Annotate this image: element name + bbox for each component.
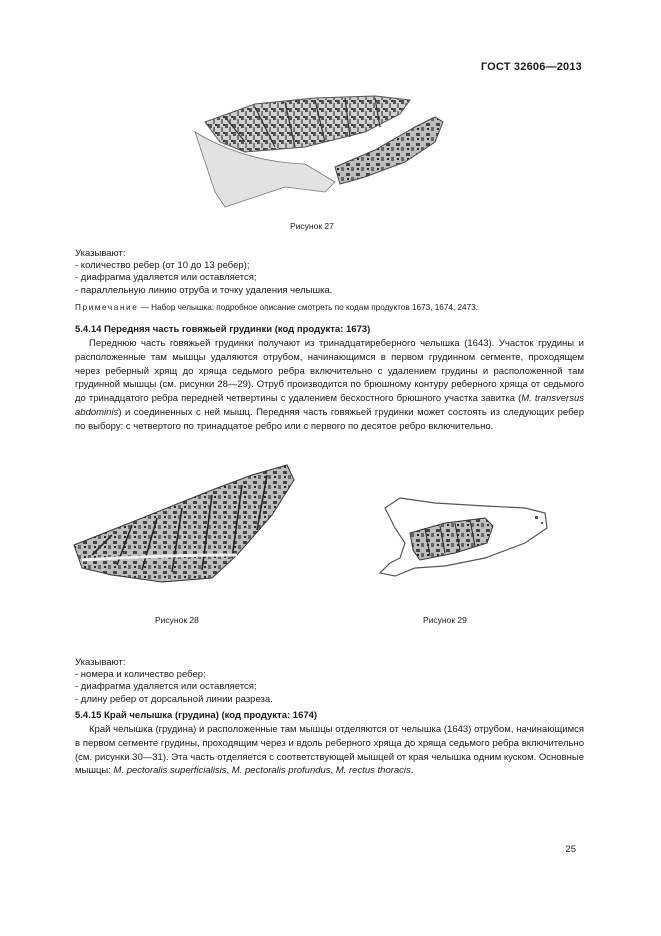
list-intro: Указывают: bbox=[75, 248, 126, 259]
separator: , bbox=[226, 765, 232, 777]
section-heading-5-4-15: 5.4.15 Край челышка (грудина) (код продукта: 1674) bbox=[75, 710, 318, 721]
paragraph-text: Переднюю часть говяжьей грудинки получают из тринадцатиреберного челышка (1643). Участок грудины и расположенные там мышцы удаляются отрубом, начинающимся в первом грудинном сегменте, проходящем через реберный хрящ до хряща седьмого ребра включительно с удалением грудины и расположенной там грудинной мышцы (см. рисунки 28—29). Отруб производится по брюшному контуру реберного хряща от седьмого до тринадцатого ребра передней четвертины с удалением бесхостного брюшного участка завитка ( bbox=[75, 338, 584, 405]
list-item: - номера и количество ребер; bbox=[75, 669, 206, 681]
note-label: Примечание bbox=[75, 303, 139, 312]
page-number: 25 bbox=[565, 844, 576, 855]
figure-29-caption: Рисунок 29 bbox=[423, 615, 467, 625]
paragraph-end: . bbox=[410, 765, 414, 777]
note bbox=[75, 303, 478, 312]
list-item: - количество ребер (от 10 до 13 ребер); bbox=[75, 260, 250, 272]
separator: , bbox=[330, 765, 336, 777]
paragraph-text: ) и соединенных с ней мышц. Передняя часть говяжьей грудинки может состоять из следующих ребер по выбору: с четвертого по тринадцатое ребро или с первого по десятое ребро включительно. bbox=[75, 406, 584, 432]
latin-term: M. pectoralis profundus bbox=[231, 765, 331, 777]
list-item: - длину ребер от дорсальной линии разреза. bbox=[75, 693, 273, 705]
figure-28-image bbox=[72, 460, 297, 585]
list-item: - диафрагма удаляется или оставляется; bbox=[75, 272, 257, 284]
latin-term: M. transversus abdominis bbox=[75, 393, 584, 418]
specification-list-2 bbox=[75, 657, 273, 706]
standard-number: ГОСТ 32606—2013 bbox=[480, 61, 582, 73]
list-item: - диафрагма удаляется или оставляется; bbox=[75, 681, 257, 693]
list-intro: Указывают: bbox=[75, 657, 126, 668]
latin-term: M. rectus thoracis bbox=[335, 765, 411, 777]
list-item: - параллельную линию отруба и точку удаления челышка. bbox=[75, 284, 333, 296]
figure-29-image bbox=[375, 488, 560, 583]
figure-28-caption: Рисунок 28 bbox=[155, 615, 199, 625]
figure-27-image bbox=[185, 92, 450, 214]
paragraph-text: Край челышка (грудина) и расположенные там мышцы отделяются от челышка (1643) отрубом, начинающимся в первом сегменте грудины, проходящим через и вдоль реберного хряща до хряща седьмого ребра включительно (см. рисунки 30—31). Эта часть отделяется с соответствующей мышцей от края челышка одним куском. Основные мышцы: bbox=[75, 724, 584, 777]
section-heading-5-4-14: 5.4.14 Передняя часть говяжьей грудинки (код продукта: 1673) bbox=[75, 324, 371, 335]
note-text: — Набор челышка: подробное описание смотреть по кодам продуктов 1673, 1674, 2473. bbox=[138, 303, 478, 312]
section-paragraph-5-4-14 bbox=[75, 337, 584, 434]
figure-27-caption: Рисунок 27 bbox=[290, 221, 334, 231]
section-paragraph-5-4-15 bbox=[75, 723, 584, 778]
specification-list-1 bbox=[75, 248, 332, 297]
latin-term: M. pectoralis superficialisis bbox=[113, 765, 227, 777]
